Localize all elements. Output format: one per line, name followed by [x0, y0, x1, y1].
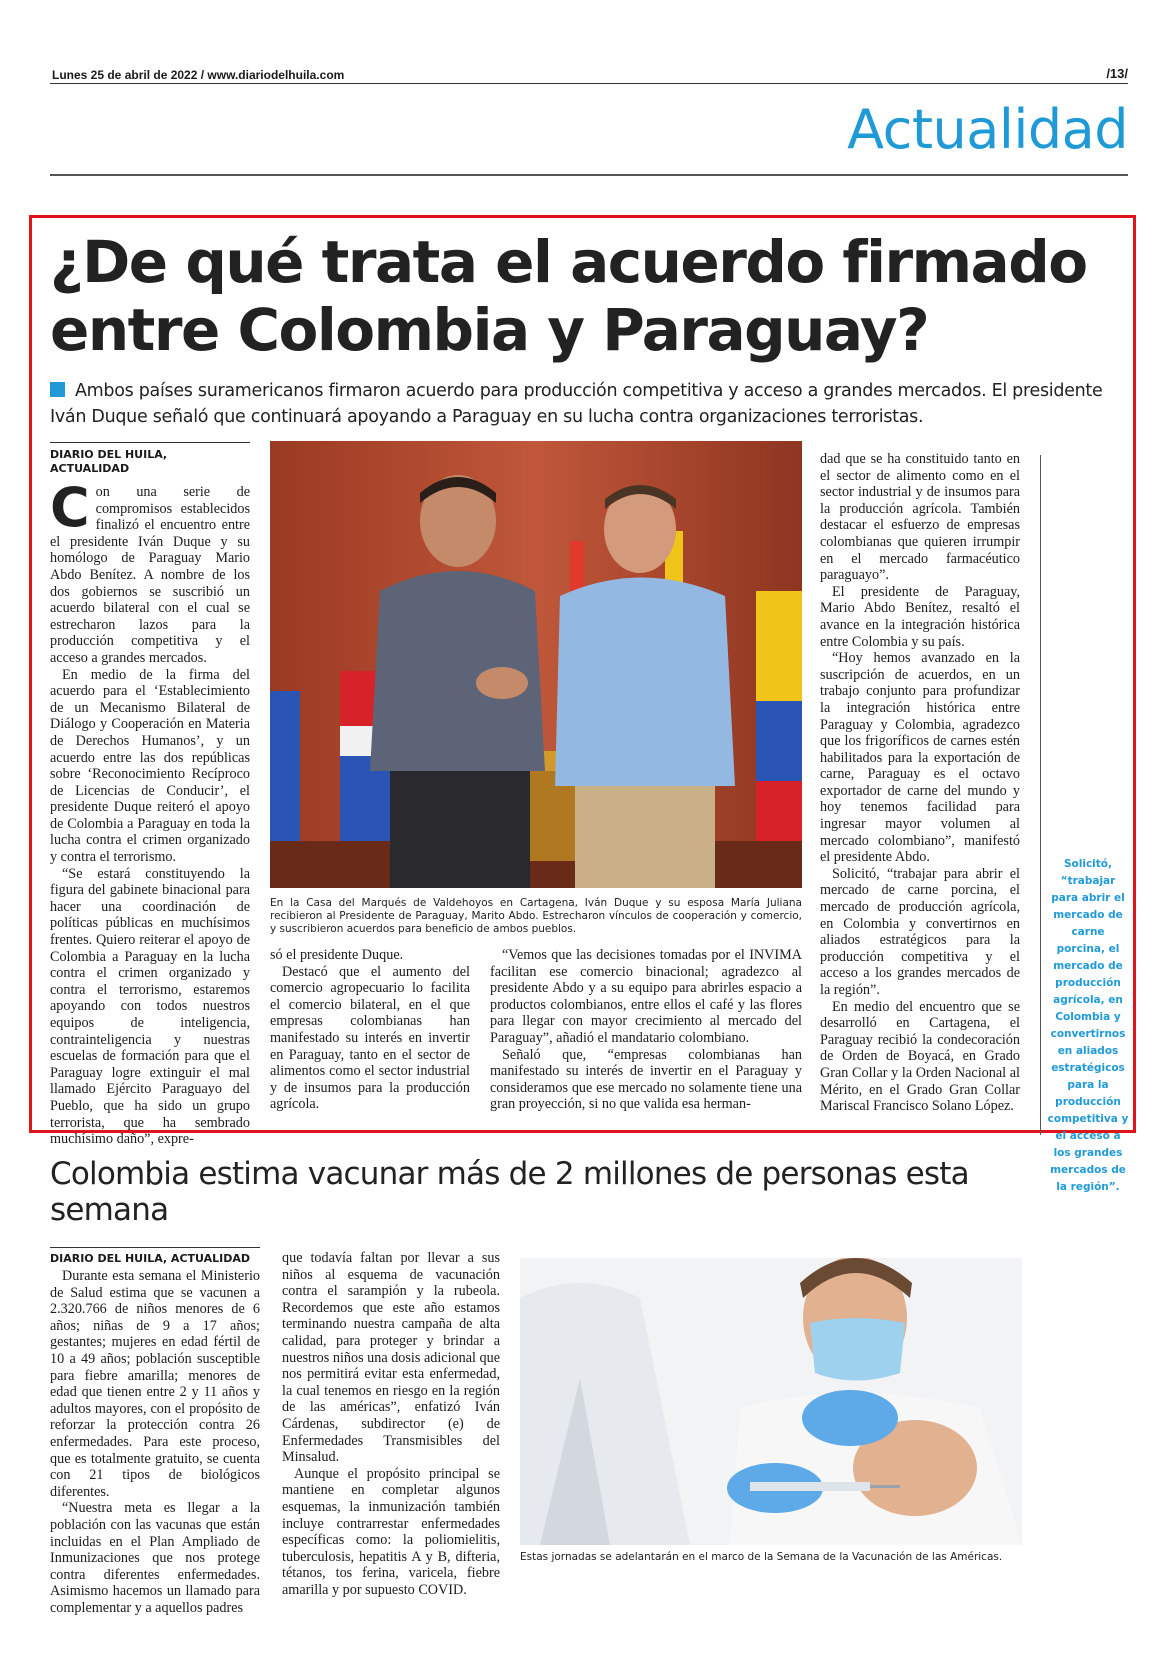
vaccination-illustration — [520, 1258, 1022, 1545]
col3-p1: “Vemos que las decisiones tomadas por el INVIMA facilitan ese comercio binacional; agradezco al presidente Abdo y a su equipo para abrirles espacio a productos colombianos, entre ellos el café y las flores para llegar con mayor crecimiento al mercado del Paraguay”, añadió el mandatario colombiano. — [490, 947, 802, 1046]
col4-p2: El presidente de Paraguay, Mario Abdo Benítez, resaltó el avance en la integración histórica entre Colombia y su país. — [820, 583, 1020, 650]
a2-col1-p1: Durante esta semana el Ministerio de Salud estima que se vacunen a 2.320.766 de niños menores de 6 años; niñas de 9 a 17 años; gestantes; mujeres en edad fértil de 10 a 49 años; población susceptible para fiebre amarilla; menores de edad que tienen entre 2 y 11 años y adultos mayores, con el propósito de reforzar la protección contra 26 enfermedades. Para este proceso, que es totalmente gratuito, se cuenta con 21 tipos de biológicos diferentes. — [50, 1268, 260, 1500]
article1-headline — [50, 228, 1120, 364]
col4-p1: dad que se ha constituido tanto en el sector de alimento como en el sector industrial y de insumos para la producción agrícola. También destacar el esfuerzo de empresas colombianas que quieren irrumpir en el mercado farmacéutico paraguayo”. — [820, 451, 1020, 584]
col1-p3: “Se estará constituyendo la figura del gabinete binacional para hacer una coordinación de políticas públicas en muchísimos frentes. Quiero reiterar el apoyo de Colombia a Paraguay en la lucha contra el crimen organizado y contra el terrorismo, estaremos apoyando con todos nuestros equipos de inteligencia, contrainteligencia y nuestras escuelas de formación para que el Paraguay logre extinguir el mal llamado Ejército Paraguayo del Pueblo, que ha sido un grupo terrorista, que ha sembrado muchísimo daño”, expre- — [50, 865, 250, 1148]
article1-lead-text: Ambos países suramericanos firmaron acuerdo para producción competitiva y acceso a grandes mercados. El presidente Iván Duque señaló que continuará apoyando a Paraguay en su lucha contra organizaciones terroristas. — [50, 381, 1103, 427]
col1-p2: En medio de la firma del acuerdo para el ‘Establecimiento de un Mecanismo Bilateral de Diálogo y Cooperación en Materia de Derechos Humanos’, y un acuerdo entre las dos repúblicas sobre ‘Reconocimiento Recíproco de Licencias de Conducir’, el presidente Duque reiteró el apoyo de Colombia a Paraguay en toda la lucha contra el crimen organizado y contra el terrorismo. — [50, 666, 250, 866]
article2-col2 — [282, 1250, 500, 1598]
col2-p1: só el presidente Duque. — [270, 947, 404, 963]
pull-quote: Solicitó, “trabajar para abrir el mercado de carne porcina, el mercado de producción agrícola, en Colombia y convertirnos en aliados estratégicos para la producción competitiva y el acceso a los grandes mercados de la región”. — [1047, 858, 1129, 1193]
col4-p5: En medio del encuentro que se desarrolló en Cartagena, el Paraguay recibió la condecoración de Orden de Boyacá, en Grado Gran Collar y la Orden Nacional al Mérito, en el Grado Gran Collar Mariscal Francisco Solano López. — [820, 998, 1020, 1115]
article1-col2 — [270, 947, 470, 1113]
presidents-illustration — [270, 441, 802, 888]
lead-square-icon — [50, 382, 65, 397]
col2-p2: Destacó que el aumento del comercio agropecuario lo facilita el comercio bilateral, en el que empresas colombianas han manifestado su interés en invertir en Paraguay, tanto en el sector de alimentos como el sector industrial y de insumos para la producción agrícola. — [270, 963, 470, 1113]
section-title: Actualidad — [847, 98, 1128, 161]
col4-p3: “Hoy hemos avanzado en la suscripción de acuerdos, en un trabajo conjunto para profundizar la integración histórica entre Paraguay y Colombia, agradezco que los frigoríficos de carnes estén habilitados para la exportación de carne, Paraguay es el octavo exportador de carne del mundo y hoy tenemos facilidad para ingresar mayor volumen al mercado colombiano”, manifestó el presidente Abdo. — [820, 650, 1020, 866]
article1-col3 — [490, 947, 802, 1113]
header-rule — [50, 83, 1128, 84]
page-number: /13/ — [1106, 66, 1128, 81]
header-date-url: Lunes 25 de abril de 2022 / www.diariodelhuila.com — [52, 68, 345, 82]
col4-p4: Solicitó, “trabajar para abrir el mercado de carne porcina, el mercado de producción agrícola, en Colombia y convertirnos en aliados estratégicos para la producción competitiva y el acceso a los grandes mercados de la región”. — [820, 865, 1020, 998]
article1-headline-line1: ¿De qué trata el acuerdo firmado — [50, 228, 1087, 296]
article2-col1 — [50, 1268, 260, 1616]
photo2-caption: Estas jornadas se adelantarán en el marco de la Semana de la Vacunación de las Américas. — [520, 1551, 1003, 1563]
article1-col1 — [50, 476, 250, 1148]
sidebar-rule — [1040, 455, 1041, 1135]
photo-vaccination — [520, 1258, 1022, 1545]
a2-col2-p2: Aunque el propósito principal se mantiene en completar algunos esquemas, la inmunización también incluye contrarrestar enfermedades específicas como: la poliomielitis, tuberculosis, hepatitis A y B, difteria, tétanos, tos ferina, varicela, fiebre amarilla y por supuesto COVID. — [282, 1465, 500, 1598]
col1-p1 — [50, 476, 250, 667]
byline-rule — [50, 442, 250, 443]
col3-p2: Señaló que, “empresas colombianas han manifestado su interés de invertir en el Paraguay y consideramos que ese mercado no solamente tiene una gran proyección, si no que valida esa herman- — [490, 1046, 802, 1113]
article1-headline-line2: entre Colombia y Paraguay? — [50, 296, 929, 364]
article1-col4 — [820, 451, 1020, 1115]
col1-p1-text: on una serie de compromisos establecidos finalizó el encuentro entre el presidente Iván Duque y su homólogo de Paraguay Mario Abdo Benítez. A nombre de los dos gobiernos se suscribió un acuerdo bilateral con el cual se estrecharon lazos para la producción competitiva y el acceso a grandes mercados. — [50, 484, 250, 666]
byline-line2: ACTUALIDAD — [50, 462, 130, 475]
byline-line1: DIARIO DEL HUILA, — [50, 448, 168, 461]
article1-lead — [50, 378, 1120, 430]
a2-col2-p1: que todavía faltan por llevar a sus niños al esquema de vacunación contra el sarampión y la rubeola. Recordemos que este año estamos terminando nuestra campaña de alta calidad, para proteger y brindar a nuestros niños una dosis adicional que nos permitirá evitar esta enfermedad, la cual tenemos en riesgo en la región de las américas”, enfatizó Iván Cárdenas, subdirector (e) de Enfermedades Transmisibles del Minsalud. — [282, 1250, 500, 1466]
article1-byline — [50, 448, 250, 476]
article2-byline: DIARIO DEL HUILA, ACTUALIDAD — [50, 1252, 251, 1265]
article2-headline: Colombia estima vacunar más de 2 millones de personas esta semana — [50, 1156, 969, 1228]
photo-presidents — [270, 441, 802, 888]
article2-byline-rule — [50, 1247, 260, 1248]
a2-col1-p2: “Nuestra meta es llegar a la población con las vacunas que están incluidas en el Plan Ampliado de Inmunizaciones que nos protege contra diferentes enfermedades. Asimismo hacemos un llamado para complementar y a aquellos padres — [50, 1500, 260, 1616]
section-rule — [50, 174, 1128, 176]
dropcap: C — [50, 476, 90, 539]
photo1-caption: En la Casa del Marqués de Valdehoyos en Cartagena, Iván Duque y su esposa María Juliana recibieron al Presidente de Paraguay, Marito Abdo. Estrecharon vínculos de cooperación y comercio, y suscribieron acuerdos para beneficio de ambos pueblos. — [270, 897, 802, 935]
